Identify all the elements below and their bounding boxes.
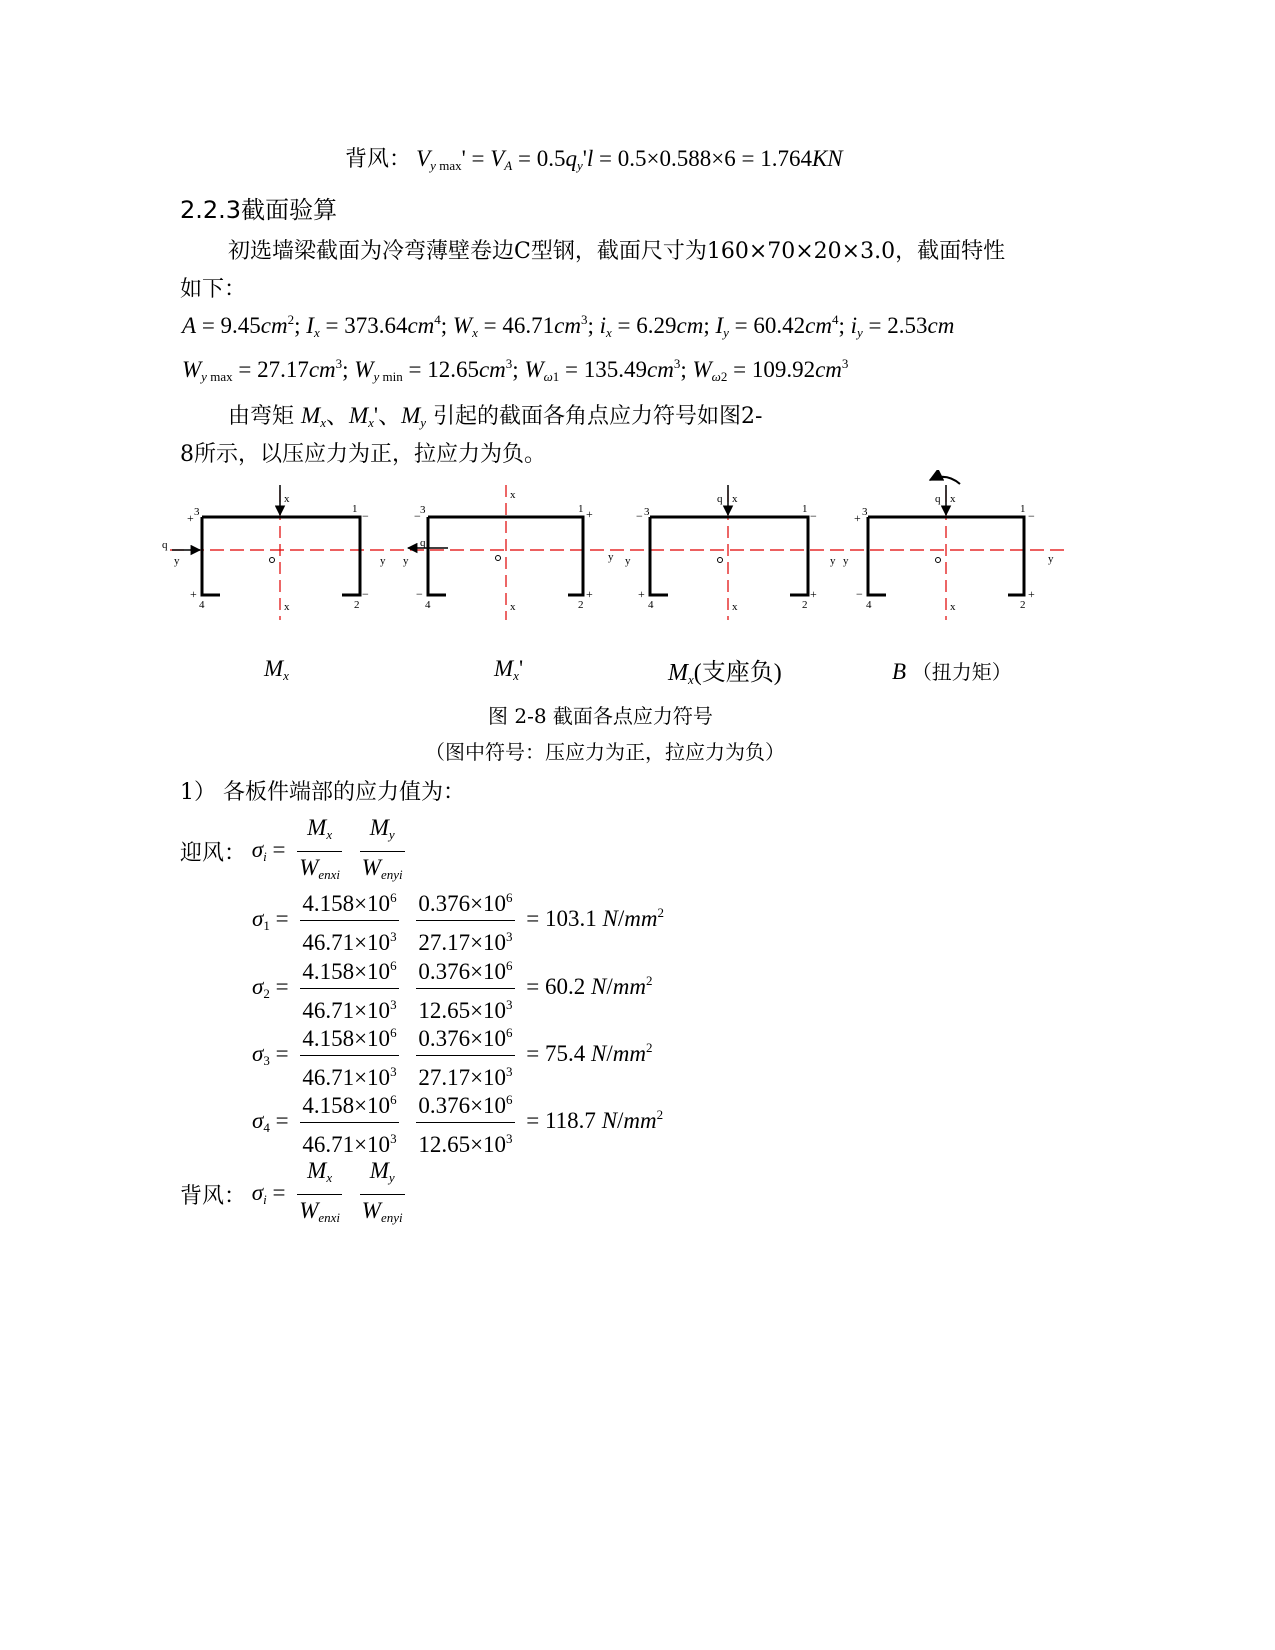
intro-line-1: 初选墙梁截面为冷弯薄壁卷边C型钢，截面尺寸为160×70×20×3.0，截面特性 <box>228 239 1006 264</box>
prop-Ix: 373.64 <box>344 313 408 338</box>
prop-ix: 6.29 <box>636 313 677 338</box>
windward-label: 迎风： <box>180 840 247 865</box>
p2-sign-3: − <box>414 509 421 523</box>
svg-text:x: x <box>732 601 738 613</box>
svg-text:x: x <box>950 493 956 505</box>
svg-text:4: 4 <box>866 599 872 611</box>
sigma-3-equation: $\sigma_3$ = $\frac{4.158\times 10^6}{46.71\times 10^3}$ $\frac{0.376\times 10^6}{27.17\times 10^3}$ = 75.4 $N/mm^2$ <box>252 1017 653 1094</box>
panel-torsion <box>830 477 1054 620</box>
p2-sign-4: − <box>416 587 423 601</box>
svg-text:x: x <box>950 601 956 613</box>
p4-sign-1: − <box>1028 509 1035 523</box>
svg-text:q: q <box>935 493 941 505</box>
prop-Ww2: 109.92 <box>751 357 816 382</box>
section-props-line-2: $W_{y max} = 27.17cm^3$; $W_{y min} = 12.65cm^3$; $W_{\omega 1} = 135.49cm^3$; $W_{\omega 2} = 109.92cm^3$ <box>182 356 849 384</box>
sigma-1-result: 103.1 <box>545 905 597 931</box>
p4-sign-2: + <box>1028 587 1035 601</box>
svg-text:4: 4 <box>199 599 205 611</box>
p3-sign-2: + <box>810 587 817 601</box>
p4-sign-4: − <box>856 587 863 601</box>
svg-text:4: 4 <box>648 599 654 611</box>
section-heading: 2.2.3截面验算 <box>180 196 338 224</box>
stress-sign-pre: 由弯矩 <box>228 404 295 429</box>
svg-text:x: x <box>510 601 516 613</box>
svg-text:q: q <box>420 537 426 549</box>
figure-note: （图中符号：压应力为正，拉应力为负） <box>425 740 785 764</box>
back-wind-label: 背风： <box>345 147 412 172</box>
panel-mx <box>162 485 369 620</box>
panel-label-mx-support: $M_x$(支座负) <box>668 660 782 687</box>
panel-mx-prime <box>380 485 593 620</box>
shear-result: 1.764 <box>760 146 812 171</box>
svg-text:x: x <box>284 493 290 505</box>
svg-text:x: x <box>284 601 290 613</box>
svg-text:1: 1 <box>352 503 358 515</box>
sigma-3-result: 75.4 <box>545 1040 586 1066</box>
back-wind-shear-line <box>345 142 843 174</box>
svg-text:2: 2 <box>802 599 808 611</box>
prop-A: 9.45 <box>220 313 261 338</box>
svg-text:y: y <box>1048 553 1054 565</box>
svg-text:q: q <box>162 539 168 551</box>
shear-formula: $V_{y max}' = V_A = 0.5q_y'l = 0.5\times 0.588\times 6 = 1.764KN$ <box>416 146 843 173</box>
sigma-4-equation: $\sigma_4$ = $\frac{4.158\times 10^6}{46.71\times 10^3}$ $\frac{0.376\times 10^6}{12.65\times 10^3}$ = 118.7 $N/mm^2$ <box>252 1084 663 1161</box>
svg-text:y: y <box>174 555 180 567</box>
item-1: 1） 各板件端部的应力值为： <box>180 780 465 805</box>
p3-sign-1: − <box>810 509 817 523</box>
p4-sign-3: + <box>854 511 861 525</box>
svg-text:x: x <box>510 489 516 501</box>
svg-text:y: y <box>380 555 386 567</box>
svg-text:2: 2 <box>1020 599 1026 611</box>
p1-sign-4: + <box>190 587 197 601</box>
prop-Iy: 60.42 <box>753 313 806 338</box>
prop-Wx: 46.71 <box>502 313 555 338</box>
stress-sign-line-1: 由弯矩 $M_x$、$M_x'$、$M_y$ 引起的截面各角点应力符号如图2- <box>228 403 763 430</box>
sigma-1-equation: $\sigma_1$ = $\frac{4.158\times 10^6}{46.71\times 10^3}$ $\frac{0.376\times 10^6}{27.17\times 10^3}$ = 103.1 $N/mm^2$ <box>252 882 664 959</box>
p3-sign-3: − <box>636 509 643 523</box>
svg-text:2: 2 <box>578 599 584 611</box>
svg-text:q: q <box>717 493 723 505</box>
sigma-2-equation: $\sigma_2$ = $\frac{4.158\times 10^6}{46.71\times 10^3}$ $\frac{0.376\times 10^6}{12.65\times 10^3}$ = 60.2 $N/mm^2$ <box>252 950 653 1027</box>
svg-text:3: 3 <box>194 506 200 518</box>
panel-mx-support <box>608 485 817 620</box>
panel-label-torsion: B （扭力矩） <box>892 659 1012 684</box>
p1-sign-3: + <box>187 511 194 525</box>
svg-text:2: 2 <box>354 599 360 611</box>
figure-caption: 图 2-8 截面各点应力符号 <box>488 704 713 728</box>
p2-sign-1: + <box>586 507 593 521</box>
prop-Wymin: 12.65 <box>427 357 479 382</box>
intro-line-2: 如下： <box>180 277 247 302</box>
svg-text:3: 3 <box>420 504 426 516</box>
svg-text:3: 3 <box>862 506 868 518</box>
sigma-4-result: 118.7 <box>545 1107 596 1133</box>
svg-text:y: y <box>403 555 409 567</box>
svg-text:3: 3 <box>644 506 650 518</box>
svg-text:1: 1 <box>802 503 808 515</box>
section-props-line-1: $A = 9.45cm^2$; $I_x = 373.64cm^4$; $W_x = 46.71cm^3$; $i_x = 6.29cm$; $I_y = 60.42cm^4$; $i_y = 2.53cm$ <box>182 312 955 340</box>
prop-iy: 2.53 <box>887 313 928 338</box>
p3-sign-4: + <box>638 587 645 601</box>
prop-Ww1: 135.49 <box>583 357 648 382</box>
windward-formula: 迎风： $\sigma_i$ = $\frac{M_x}{W_{enxi}}$ $\frac{M_y}{W_{enyi}}$ <box>180 812 411 891</box>
p1-sign-2: − <box>362 587 369 601</box>
leeward-label: 背风： <box>180 1183 247 1208</box>
prop-Wymax: 27.17 <box>257 357 309 382</box>
stress-sign-post: 引起的截面各角点应力符号如图2- <box>433 404 763 429</box>
leeward-formula: 背风： $\sigma_i$ = $\frac{M_x}{W_{enxi}}$ $\frac{M_y}{W_{enyi}}$ <box>180 1155 411 1234</box>
svg-text:y: y <box>625 555 631 567</box>
svg-text:1: 1 <box>578 503 584 515</box>
svg-text:x: x <box>732 493 738 505</box>
stress-sign-line-2: 8所示，以压应力为正，拉应力为负。 <box>180 442 546 467</box>
svg-text:y: y <box>608 551 614 563</box>
p2-sign-2: + <box>586 587 593 601</box>
p1-sign-1: − <box>362 509 369 523</box>
svg-text:y: y <box>843 555 849 567</box>
panel-label-mx-prime: $M_x'$ <box>494 656 524 683</box>
panel-label-mx: $M_x$ <box>264 656 289 683</box>
svg-text:4: 4 <box>425 599 431 611</box>
svg-text:1: 1 <box>1020 503 1026 515</box>
sigma-2-result: 60.2 <box>545 973 586 999</box>
svg-text:y: y <box>830 555 836 567</box>
